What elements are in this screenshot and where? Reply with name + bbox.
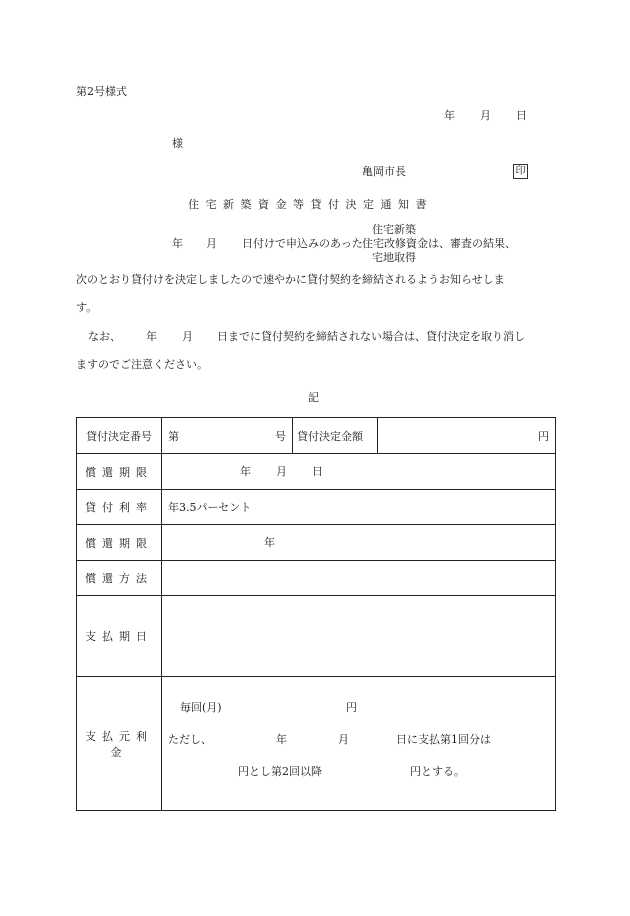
loan-type-land: 宅地取得 <box>372 251 416 264</box>
table-row-repayment-period <box>77 525 556 561</box>
body-line-5: ますのでご注意ください。 <box>76 358 208 371</box>
ki-heading: 記 <box>308 391 319 404</box>
body-year-label: 年 <box>172 237 183 250</box>
table-row-repayment-method <box>77 561 556 596</box>
first-payment-text: 日に支払第1回分は <box>396 733 491 746</box>
body-month-label: 月 <box>206 237 217 250</box>
yen-label: 円 <box>538 429 549 443</box>
date-day-label: 日 <box>516 109 527 122</box>
table-row-principal-interest <box>77 677 556 811</box>
loan-decision-table <box>76 417 556 811</box>
go-label: 号 <box>275 429 286 443</box>
loan-type-reform: 住宅改修資金は、審査の結果、 <box>362 237 516 250</box>
cell-payment-date <box>162 596 556 677</box>
deadline-day-label: 日 <box>312 465 323 478</box>
body-line-3: す。 <box>76 301 98 314</box>
seal-mark: 印 <box>513 164 528 179</box>
table-row-repayment-deadline <box>77 454 556 490</box>
second-payment-text: 円とし第2回以降 <box>238 765 322 778</box>
label-decision-number: 貸付決定番号 <box>77 418 162 454</box>
however-label: ただし、 <box>168 733 212 746</box>
table-row-decision-number <box>77 418 556 454</box>
dai-label: 第 <box>168 429 179 443</box>
first-year-label: 年 <box>276 733 287 746</box>
deadline-month-label: 月 <box>276 465 287 478</box>
first-month-label: 月 <box>338 733 349 746</box>
monthly-label: 毎回(月) <box>180 701 222 714</box>
body-line-4-year: 年 <box>146 330 157 343</box>
table-row-interest-rate <box>77 490 556 525</box>
cell-interest-rate: 年3.5パーセント <box>162 490 556 525</box>
loan-type-new: 住宅新築 <box>372 223 416 236</box>
cell-decision-amount <box>378 418 556 454</box>
date-year-label: 年 <box>444 109 455 122</box>
label-repayment-deadline: 償還期限 <box>77 454 162 490</box>
label-payment-date: 支払期日 <box>77 596 162 677</box>
monthly-yen-label: 円 <box>346 701 357 714</box>
label-repayment-method: 償還方法 <box>77 561 162 596</box>
label-repayment-period: 償還期限 <box>77 525 162 561</box>
cell-repayment-period <box>162 525 556 561</box>
label-decision-amount: 貸付決定金額 <box>293 418 378 454</box>
label-interest-rate: 貸付利率 <box>77 490 162 525</box>
deadline-year-label: 年 <box>240 465 251 478</box>
cell-principal-interest <box>162 677 556 811</box>
table-row-payment-date <box>77 596 556 677</box>
period-year-label: 年 <box>264 536 275 549</box>
document-title: 住宅新築資金等貸付決定通知書 <box>188 198 433 211</box>
body-line-4-prefix: なお、 <box>88 330 121 343</box>
issuer-name: 亀岡市長 <box>362 165 406 178</box>
body-line-4-text: 日までに貸付契約を締結されない場合は、貸付決定を取り消し <box>217 330 525 343</box>
body-line-4-month: 月 <box>182 330 193 343</box>
cell-decision-number <box>162 418 293 454</box>
end-payment-text: 円とする。 <box>410 765 465 778</box>
form-number: 第2号様式 <box>76 85 127 98</box>
body-applied-text: 日付けで申込みのあった <box>242 237 363 250</box>
date-month-label: 月 <box>480 109 491 122</box>
label-principal-interest: 支払元利金 <box>77 677 162 811</box>
cell-repayment-method <box>162 561 556 596</box>
cell-repayment-deadline <box>162 454 556 490</box>
body-line-2: 次のとおり貸付けを決定しましたので速やかに貸付契約を締結されるようお知らせしま <box>76 273 505 286</box>
addressee-suffix: 様 <box>172 137 183 150</box>
